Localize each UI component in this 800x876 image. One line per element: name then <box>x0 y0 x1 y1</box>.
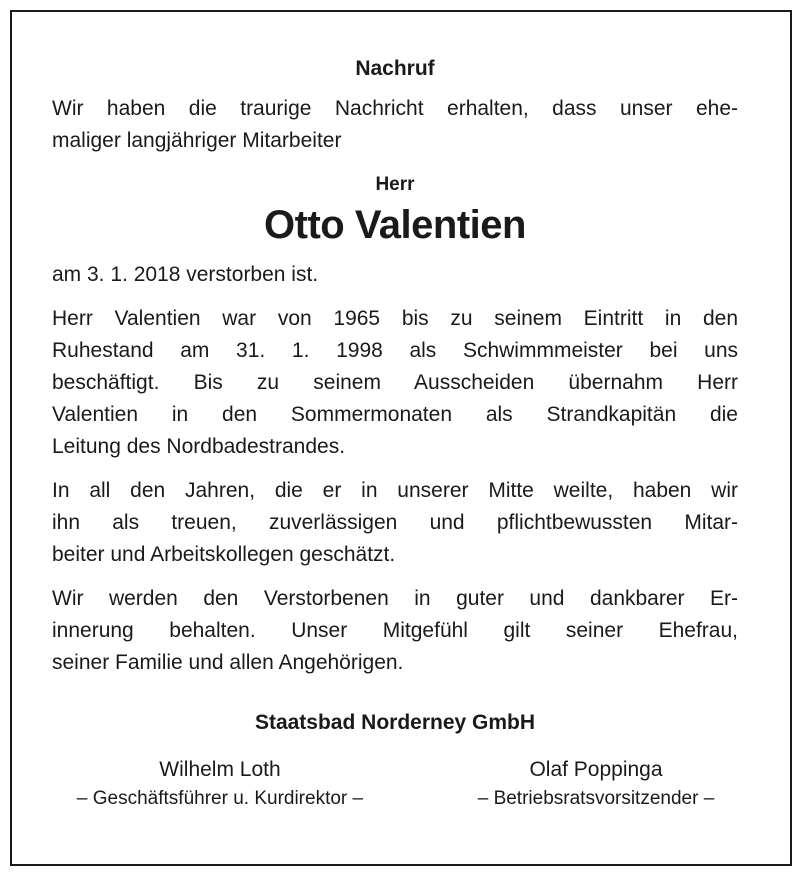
text-line: seiner Familie und allen Angehörigen. <box>52 651 404 674</box>
text-line: Ruhestand am 31. 1. 1998 als Schwimmmeister bei uns <box>52 339 738 362</box>
text-line: Leitung des Nordbadestrandes. <box>52 435 346 458</box>
intro-paragraph <box>52 93 738 157</box>
text-line: beschäftigt. Bis zu seinem Ausscheiden übernahm Herr <box>52 371 738 394</box>
signatory-role: – Geschäftsführer u. Kurdirektor – <box>76 788 364 809</box>
signatory-left <box>40 755 400 813</box>
signatory-right <box>446 755 746 813</box>
signatures <box>52 755 738 813</box>
paragraph-appreciation <box>52 475 738 571</box>
deceased-name: Otto Valentien <box>264 203 526 247</box>
signatory-name: Olaf Poppinga <box>529 758 663 781</box>
text-line: innerung behalten. Unser Mitgefühl gilt seiner Ehefrau, <box>52 619 738 642</box>
heading: Nachruf <box>355 57 435 80</box>
text-line: Wir haben die traurige Nachricht erhalten, dass unser ehe- <box>52 97 738 120</box>
paragraph-condolences <box>52 583 738 679</box>
company-name: Staatsbad Norderney GmbH <box>254 711 536 734</box>
text-line: maliger langjähriger Mitarbeiter <box>52 129 342 152</box>
text-line: In all den Jahren, die er in unserer Mitte weilte, haben wir <box>52 479 738 502</box>
paragraph-career <box>52 303 738 463</box>
text-line: Valentien in den Sommermonaten als Strandkapitän die <box>52 403 738 426</box>
text-line: Herr Valentien war von 1965 bis zu seinem Eintritt in den <box>52 307 738 330</box>
text-line: Wir werden den Verstorbenen in guter und dankbarer Er- <box>52 587 738 610</box>
honorific: Herr <box>375 174 415 195</box>
signatory-name: Wilhelm Loth <box>159 758 281 781</box>
signatory-role: – Betriebsratsvorsitzender – <box>477 788 715 809</box>
death-date-line: am 3. 1. 2018 verstorben ist. <box>52 263 319 286</box>
text-line: ihn als treuen, zuverlässigen und pflichtbewussten Mitar- <box>52 511 738 534</box>
obituary-content <box>52 53 738 813</box>
text-line: beiter und Arbeitskollegen geschätzt. <box>52 543 396 566</box>
